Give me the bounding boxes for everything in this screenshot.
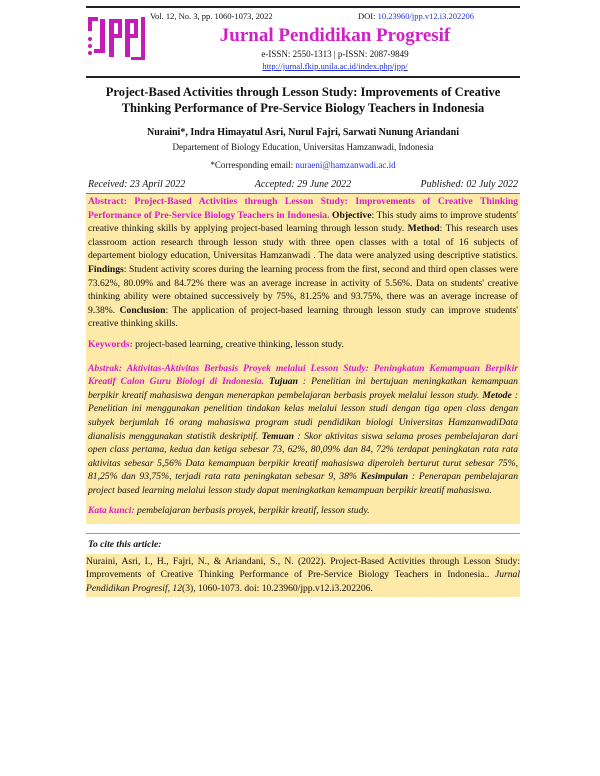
cite-rest: (3), 1060-1073. doi: 10.23960/jpp.v12.i3.202206. [182, 582, 373, 594]
method-label: Method [407, 223, 440, 235]
keywords [86, 338, 520, 352]
abstract-english [86, 195, 520, 331]
accepted-date: Accepted: 29 June 2022 [254, 179, 352, 190]
temuan-text: : Skor aktivitas siswa selama proses pembelajaran dari open class pertama, kedua dan ketiga sebesar 73, 62%, 80,09% dan 84, 72% terdapat peningkatan rata rata aktivitas sebesar 5,56% Data kemampuan berpikir kreatif mahasiswa diperoleh berturut turut sebesar 75%, 81,25% dan 93,75%, terjadi rata rata peningkatan sebesar 9, 38% [88, 430, 518, 483]
kesimpulan-text: : Penerapan pembelajaran project based learning melalui lesson study dapat meningkatkan kemampuan berpikir kreatif mahasiswa. [88, 471, 518, 496]
tujuan-text: : Penelitian ini bertujuan meningkatkan kemampuan berpikir kreatif mahasiswa dengan menerapkan pembelajaran berbasis proyek melalui lesson study. [88, 376, 518, 401]
metode-text: : Penelitian ini menggunakan penelitian tindakan kelas melalui lesson studi dengan tiga open class dengan subyek berjumlah 16 orang mahasiswa program studi pendidikan biologi Universitas HamzanwadiData dianalisis menggunakan statistik deskriptif. [88, 389, 519, 442]
journal-title: Jurnal Pendidikan Progresif [219, 25, 451, 46]
article-title: Project-Based Activities through Lesson Study: Improvements of Creative Thinking Performance of Pre-Service Biology Teachers in Indonesia [105, 85, 501, 115]
journal-url-link[interactable]: http://jurnal.fkip.unila.ac.id/index.php/jpp/ [262, 61, 408, 71]
article-body [86, 82, 520, 597]
volume-info: Vol. 12, No. 3, pp. 1060-1073, 2022 [150, 11, 273, 21]
abstract-heading: Abstract: Project-Based Activities through Lesson Study: Improvements of Creative Thinking Performance of Pre-Service Biology Teachers in Indonesia. [88, 196, 518, 221]
journal-logo [86, 13, 146, 63]
cite-sep: , [167, 582, 173, 594]
kesimpulan-label: Kesimpulan [360, 471, 409, 483]
findings-text: : Student activity scores during the learning process from the first, second and third open classes were 73.62%, 80.09% and 84.72% there was an average increase in activity of 5.56%. Data on students' creative thinking ability were obtained successively by 75%, 81.25% and 93.75%, there was an average increase of 9.38%. [88, 263, 518, 316]
conclusion-label: Conclusion [119, 304, 166, 316]
kata-kunci [86, 504, 520, 518]
dates-row [86, 179, 520, 194]
conclusion-text: : The application of project-based learning through lesson study can improve students' creative thinking skills. [88, 304, 519, 330]
doi-label: DOI: [358, 11, 378, 21]
doi-link[interactable]: 10.23960/jpp.v12.i3.202206 [377, 11, 474, 21]
issn: e-ISSN: 2550-1313 | p-ISSN: 2087-9849 [261, 49, 409, 59]
doi-info [358, 11, 474, 21]
tujuan-label: Tujuan [268, 376, 298, 388]
cite-volume: 12 [172, 582, 183, 594]
objective-text: : This study aims to improve students' creative thinking skills by applying project-based learning through lesson study. [88, 209, 518, 235]
abstract-indonesian [86, 362, 520, 498]
corresponding-email [86, 159, 520, 171]
cite-journal: Jurnal Pendidikan Progresif [86, 569, 520, 594]
published-date: Published: 02 July 2022 [420, 179, 518, 190]
cite-section [86, 533, 520, 597]
top-rule [86, 6, 520, 8]
findings-label: Findings [88, 263, 124, 275]
temuan-label: Temuan [261, 430, 294, 442]
objective-label: Objective [332, 209, 372, 221]
cite-text: Nuraini, Asri, I., H., Fajri, N., & Ariandani, S., N. (2022). Project-Based Activities through Lesson Study: Improvements of Creative Thinking Performance of Pre-Service Biology Teachers in Indonesia.. [86, 555, 520, 581]
abstrak-heading: Abstrak: Aktivitas-Aktivitas Berbasis Proyek melalui Lesson Study: Peningkatan Kemampuan Berpikir Kreatif Calon Guru Biologi di Indonesia. [88, 362, 518, 388]
email-link[interactable]: nuraeni@hamzanwadi.ac.id [295, 160, 396, 170]
received-date: Received: 23 April 2022 [88, 179, 186, 190]
cite-label: To cite this article: [88, 539, 162, 551]
keywords-label: Keywords: [88, 338, 133, 350]
header-bottom-rule [86, 76, 520, 78]
affiliation: Departement of Biology Education, Universitas Hamzanwadi, Indonesia [172, 142, 434, 152]
journal-url [150, 61, 520, 71]
kata-kunci-text: pembelajaran berbasis proyek, berpikir kreatif, lesson study. [134, 505, 370, 517]
method-text: : This research uses classroom action research through lesson study with three open classes with a total of 16 subjects of departement biology education, Universitas Hamzanwadi . The data were analyzed using descriptive statistics. [88, 223, 518, 262]
citation [86, 554, 520, 598]
metode-label: Metode [482, 389, 512, 401]
kata-kunci-label: Kata kunci: [88, 505, 135, 517]
abstract-highlight [86, 194, 520, 524]
email-label: *Corresponding email: [210, 160, 296, 170]
keywords-text: project-based learning, creative thinking, lesson study. [132, 338, 344, 350]
authors: Nuraini*, Indra Himayatul Asri, Nurul Fajri, Sarwati Nunung Ariandani [147, 127, 459, 138]
